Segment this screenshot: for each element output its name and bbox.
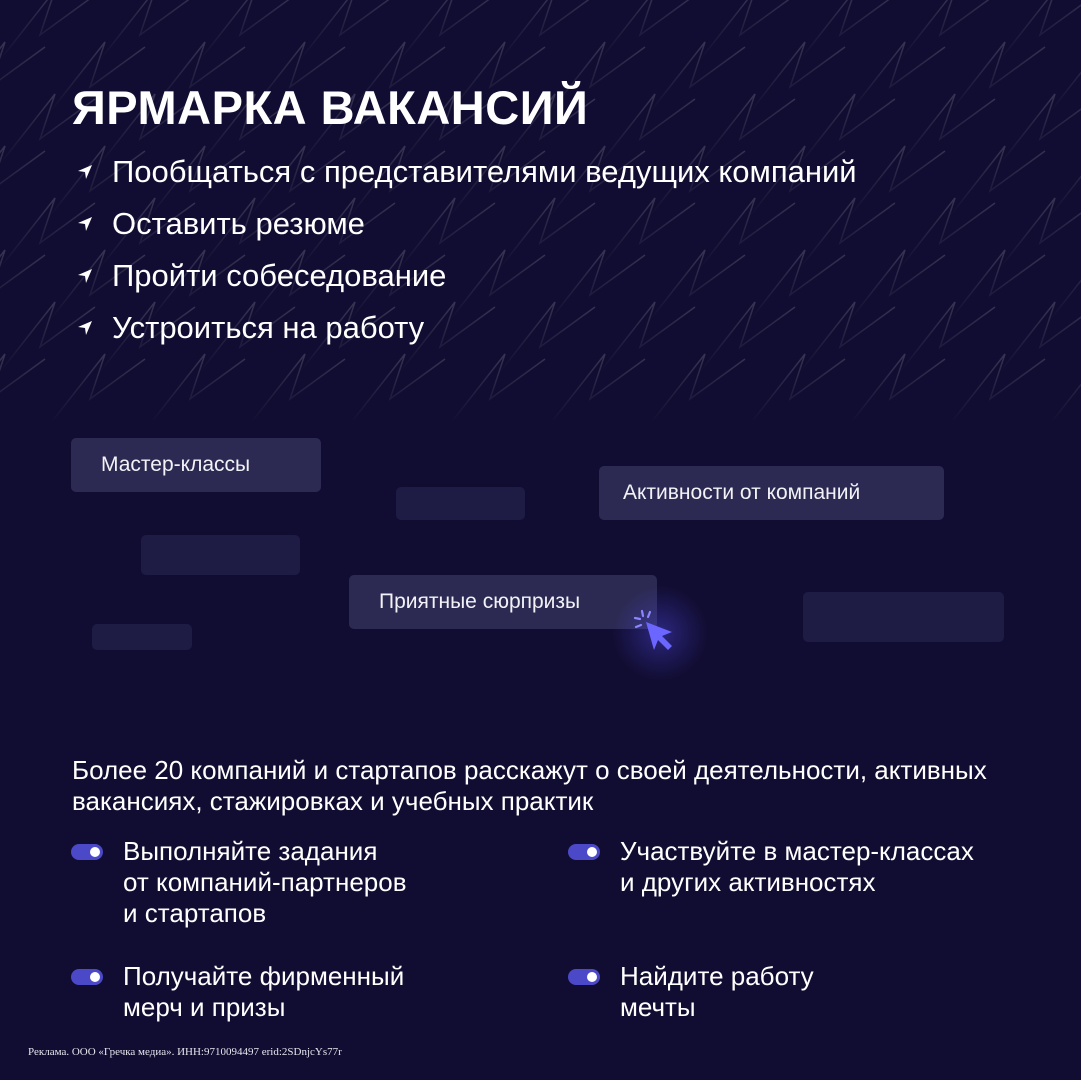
pattern-stroke: [50, 354, 145, 420]
pattern-stroke: [850, 42, 945, 112]
pattern-stroke: [0, 0, 95, 60]
pattern-stroke: [650, 354, 745, 420]
pattern-stroke: [800, 0, 895, 60]
chip-surprises[interactable]: Приятные сюрпризы: [349, 575, 657, 629]
bullet-text: Оставить резюме: [112, 206, 365, 241]
pattern-stroke: [900, 94, 995, 164]
bullet-text: Пообщаться с представителями ведущих компаний: [112, 154, 857, 189]
chip-master-classes[interactable]: Мастер-классы: [71, 438, 321, 492]
toggle-icon: [568, 969, 600, 985]
pattern-stroke: [850, 146, 945, 216]
feature-item: [568, 961, 814, 1023]
description: Более 20 компаний и стартапов расскажут о своей деятельности, активных вакансиях, стажировках и учебных практик: [72, 755, 987, 816]
chip-company-activities[interactable]: Активности от компаний: [599, 466, 944, 520]
pattern-stroke: [200, 0, 295, 60]
feature-text: Получайте фирменный мерч и призы: [123, 961, 405, 1022]
feature-text: Найдите работу мечты: [620, 961, 814, 1022]
ghost-chip: [141, 535, 300, 575]
pattern-stroke: [1050, 250, 1081, 320]
pattern-stroke: [250, 354, 345, 420]
arrow-pointer-icon: [76, 215, 94, 233]
list-item: [76, 302, 857, 354]
pattern-stroke: [950, 250, 1045, 320]
bullet-text: Устроиться на работу: [112, 310, 425, 345]
pattern-stroke: [300, 0, 395, 60]
toggle-icon: [568, 844, 600, 860]
ghost-chip: [92, 624, 192, 650]
pattern-stroke: [850, 354, 945, 420]
ad-disclaimer: Реклама. ООО «Гречка медиа». ИНН:9710094497 erid:2SDnjcYs77r: [28, 1046, 342, 1058]
pattern-stroke: [500, 0, 595, 60]
ghost-chip: [396, 487, 525, 520]
pattern-stroke: [950, 146, 1045, 216]
pattern-stroke: [450, 354, 545, 420]
pattern-stroke: [550, 354, 645, 420]
pattern-stroke: [700, 0, 795, 60]
pattern-stroke: [1050, 146, 1081, 216]
pattern-stroke: [900, 0, 995, 60]
pattern-stroke: [1050, 354, 1081, 420]
toggle-icon: [71, 969, 103, 985]
pattern-stroke: [900, 302, 995, 372]
pattern-stroke: [650, 42, 745, 112]
list-item: [76, 198, 857, 250]
pattern-stroke: [400, 0, 495, 60]
pattern-stroke: [150, 354, 245, 420]
toggle-icon: [71, 844, 103, 860]
feature-text: Выполняйте задания от компаний-партнеров и стартапов: [123, 836, 407, 928]
arrow-pointer-icon: [76, 319, 94, 337]
list-item: [76, 146, 857, 198]
arrow-pointer-icon: [76, 163, 94, 181]
page-title: ЯРМАРКА ВАКАНСИЙ: [72, 81, 589, 134]
bullet-list: [76, 146, 857, 354]
pattern-stroke: [750, 354, 845, 420]
ghost-chip: [803, 592, 1004, 642]
click-cursor-icon: [632, 608, 684, 660]
pattern-stroke: [350, 354, 445, 420]
feature-item: [71, 961, 404, 1023]
feature-item: [568, 836, 974, 898]
pattern-stroke: [100, 0, 195, 60]
feature-item: [71, 836, 407, 929]
pattern-stroke: [850, 250, 945, 320]
list-item: [76, 250, 857, 302]
arrow-pointer-icon: [76, 267, 94, 285]
pattern-stroke: [900, 198, 995, 268]
pattern-stroke: [600, 0, 695, 60]
bullet-text: Пройти собеседование: [112, 258, 447, 293]
feature-text: Участвуйте в мастер-классах и других активностях: [620, 836, 974, 897]
pattern-stroke: [1050, 42, 1081, 112]
pattern-stroke: [750, 42, 845, 112]
pattern-stroke: [950, 354, 1045, 420]
pattern-stroke: [950, 42, 1045, 112]
